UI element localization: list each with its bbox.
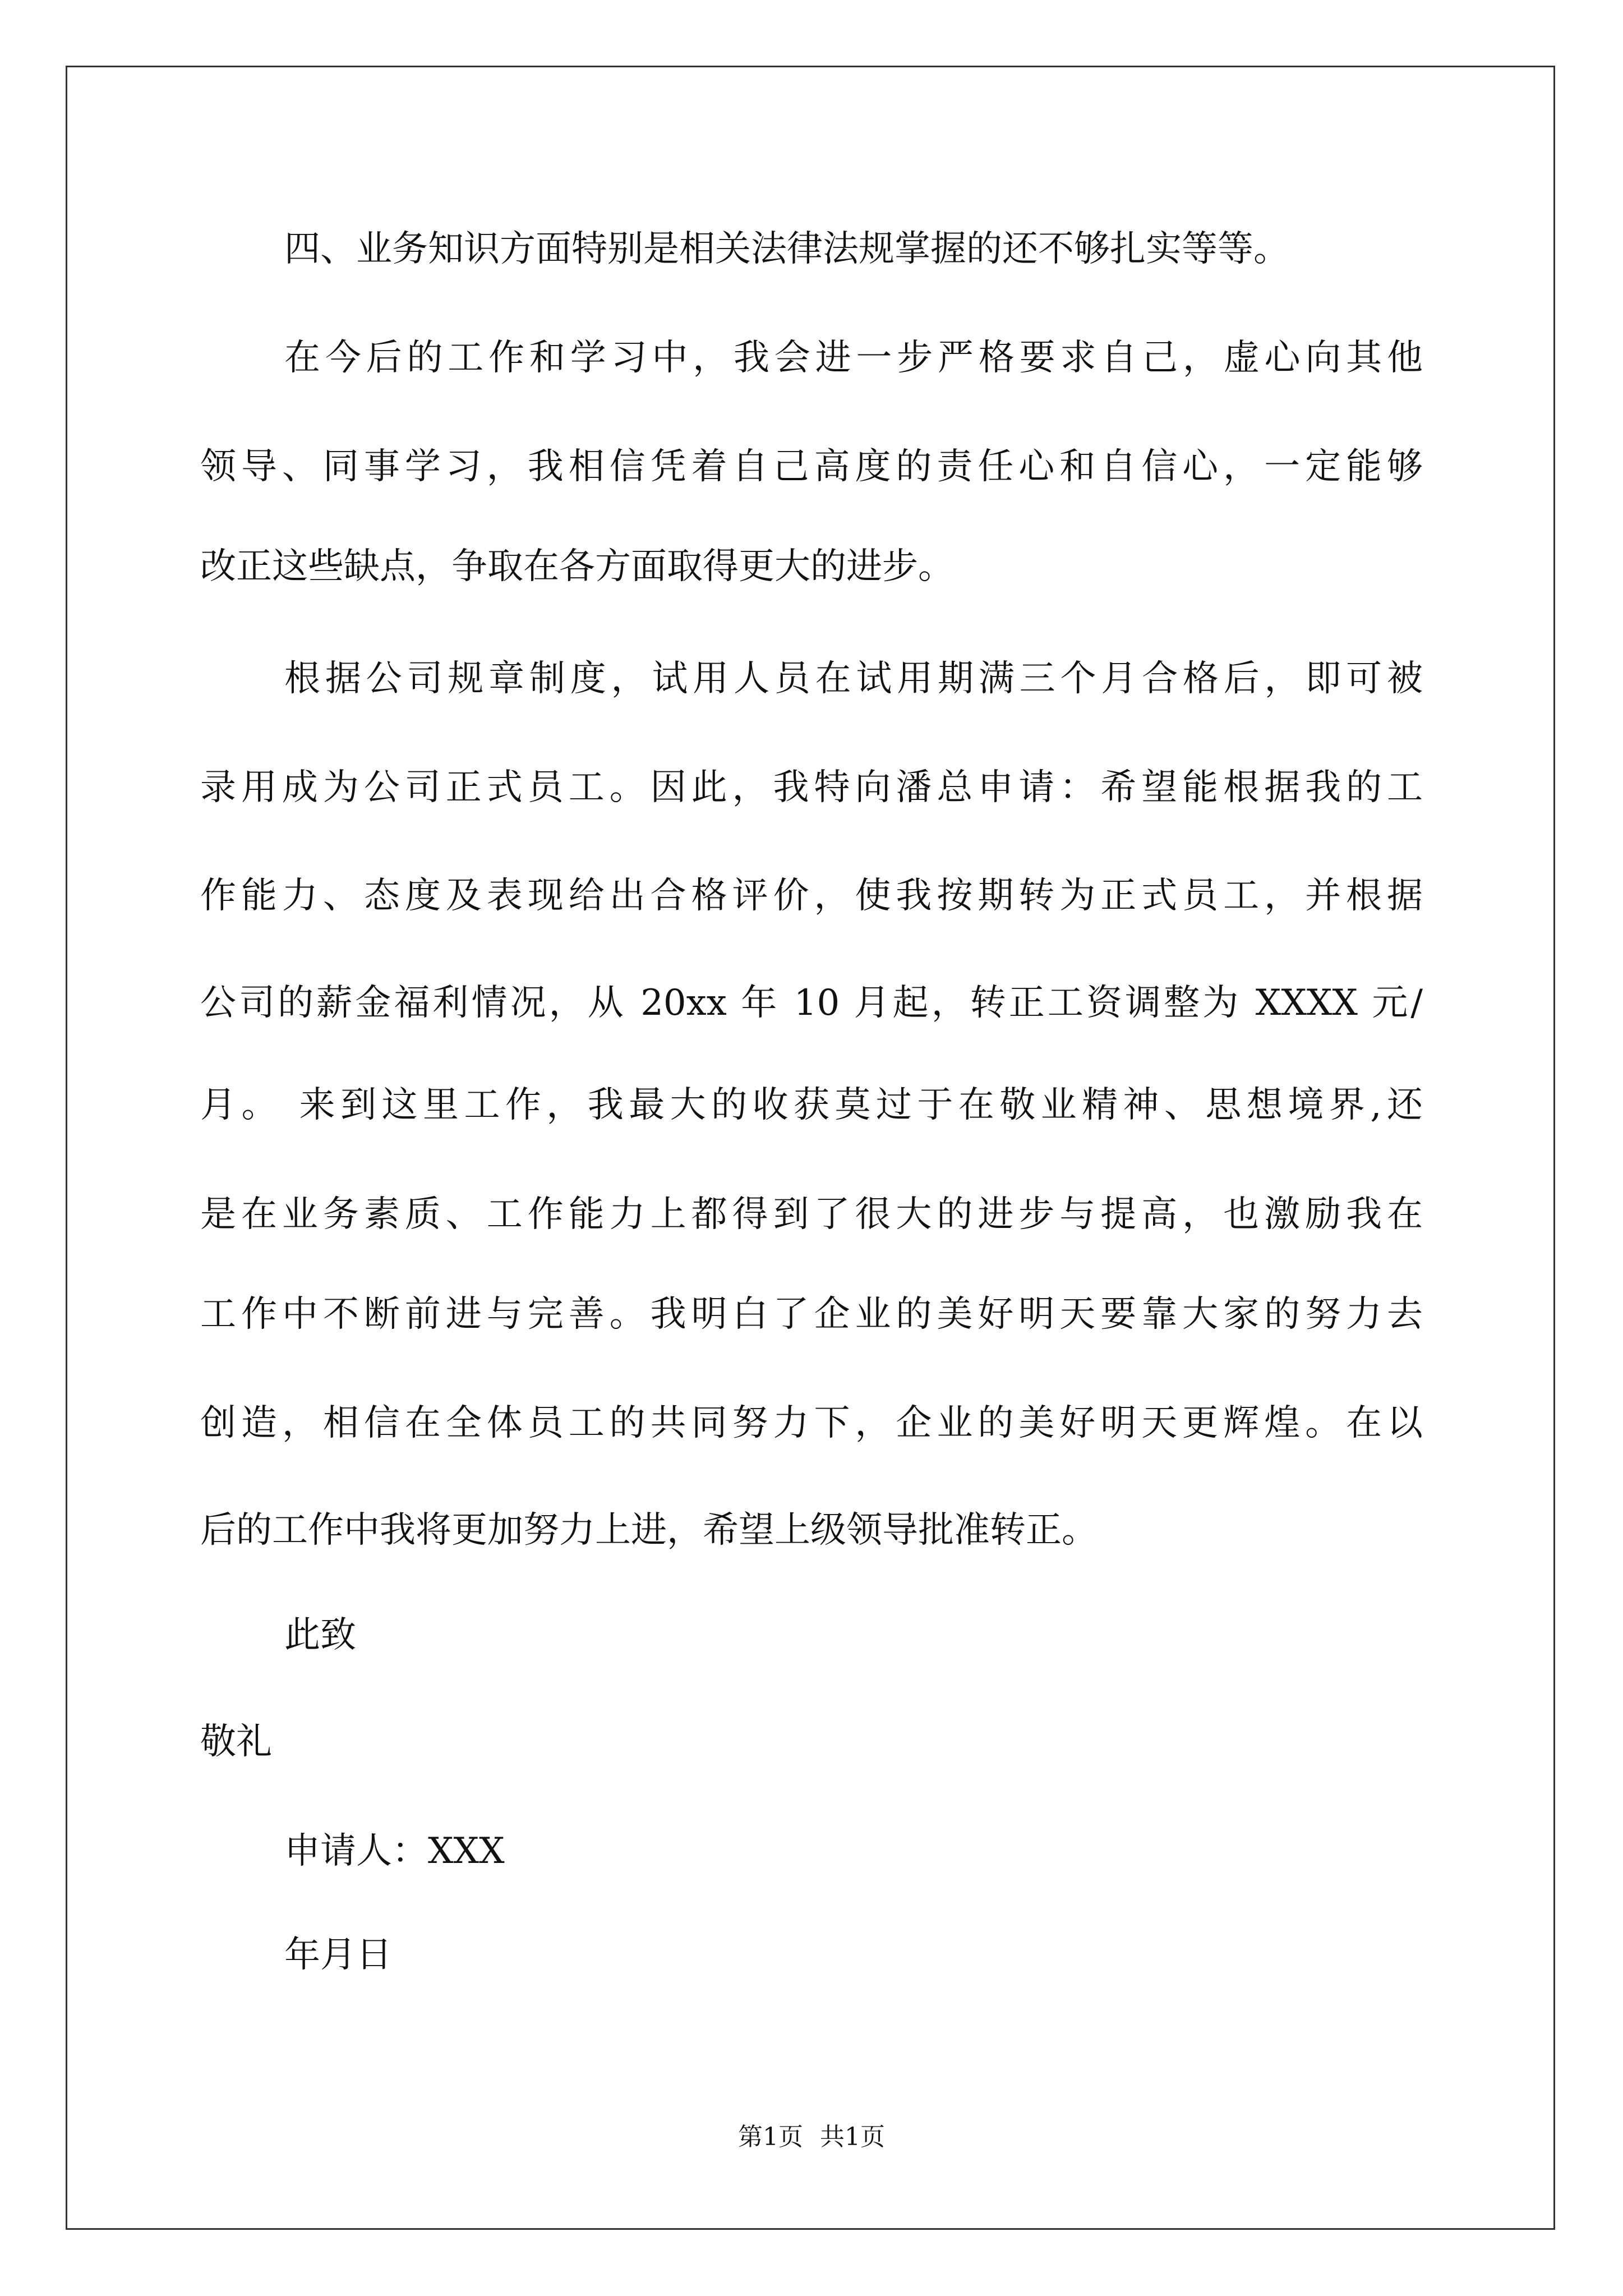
page-footer <box>0 2120 1623 2154</box>
signature-date: 年月日 <box>284 1934 392 1976</box>
page-number: 第1页 <box>738 2123 803 2151</box>
closing-salutation: 此致 <box>284 1614 356 1656</box>
closing-respect: 敬礼 <box>200 1721 272 1763</box>
paragraph-3-line-8: 创造，相信在全体员工的共同努力下，企业的美好明天更辉煌。在以 <box>200 1402 1423 1444</box>
paragraph-3-line-6: 是在业务素质、工作能力上都得到了很大的进步与提高，也激励我在 <box>200 1194 1423 1235</box>
paragraph-2-line-3: 改正这些缺点，争取在各方面取得更大的进步。 <box>200 546 954 587</box>
paragraph-3-line-2: 录用成为公司正式员工。因此，我特向潘总申请：希望能根据我的工 <box>200 767 1423 808</box>
paragraph-1-line-1: 四、业务知识方面特别是相关法律法规掌握的还不够扎实等等。 <box>284 228 1289 270</box>
paragraph-3-line-9: 后的工作中我将更加努力上进，希望上级领导批准转正。 <box>200 1510 1098 1551</box>
paragraph-3-line-7: 工作中不断前进与完善。我明白了企业的美好明天要靠大家的努力去 <box>200 1294 1423 1335</box>
page-border <box>66 66 1555 2230</box>
paragraph-3-line-5: 月。 来到这里工作，我最大的收获莫过于在敬业精神、思想境界,还 <box>200 1084 1423 1126</box>
paragraph-3-line-1: 根据公司规章制度，试用人员在试用期满三个月合格后，即可被 <box>284 658 1423 700</box>
paragraph-3-line-3: 作能力、态度及表现给出合格评价，使我按期转为正式员工，并根据 <box>200 875 1423 917</box>
applicant-signature: 申请人：XXX <box>284 1830 505 1872</box>
paragraph-2-line-1: 在今后的工作和学习中，我会进一步严格要求自己，虚心向其他 <box>284 337 1423 379</box>
paragraph-2-line-2: 领导、同事学习，我相信凭着自己高度的责任心和自信心，一定能够 <box>200 446 1423 487</box>
page-total: 共1页 <box>820 2123 885 2151</box>
paragraph-3-line-4: 公司的薪金福利情况，从 20xx 年 10 月起，转正工资调整为 XXXX 元/ <box>200 982 1423 1024</box>
